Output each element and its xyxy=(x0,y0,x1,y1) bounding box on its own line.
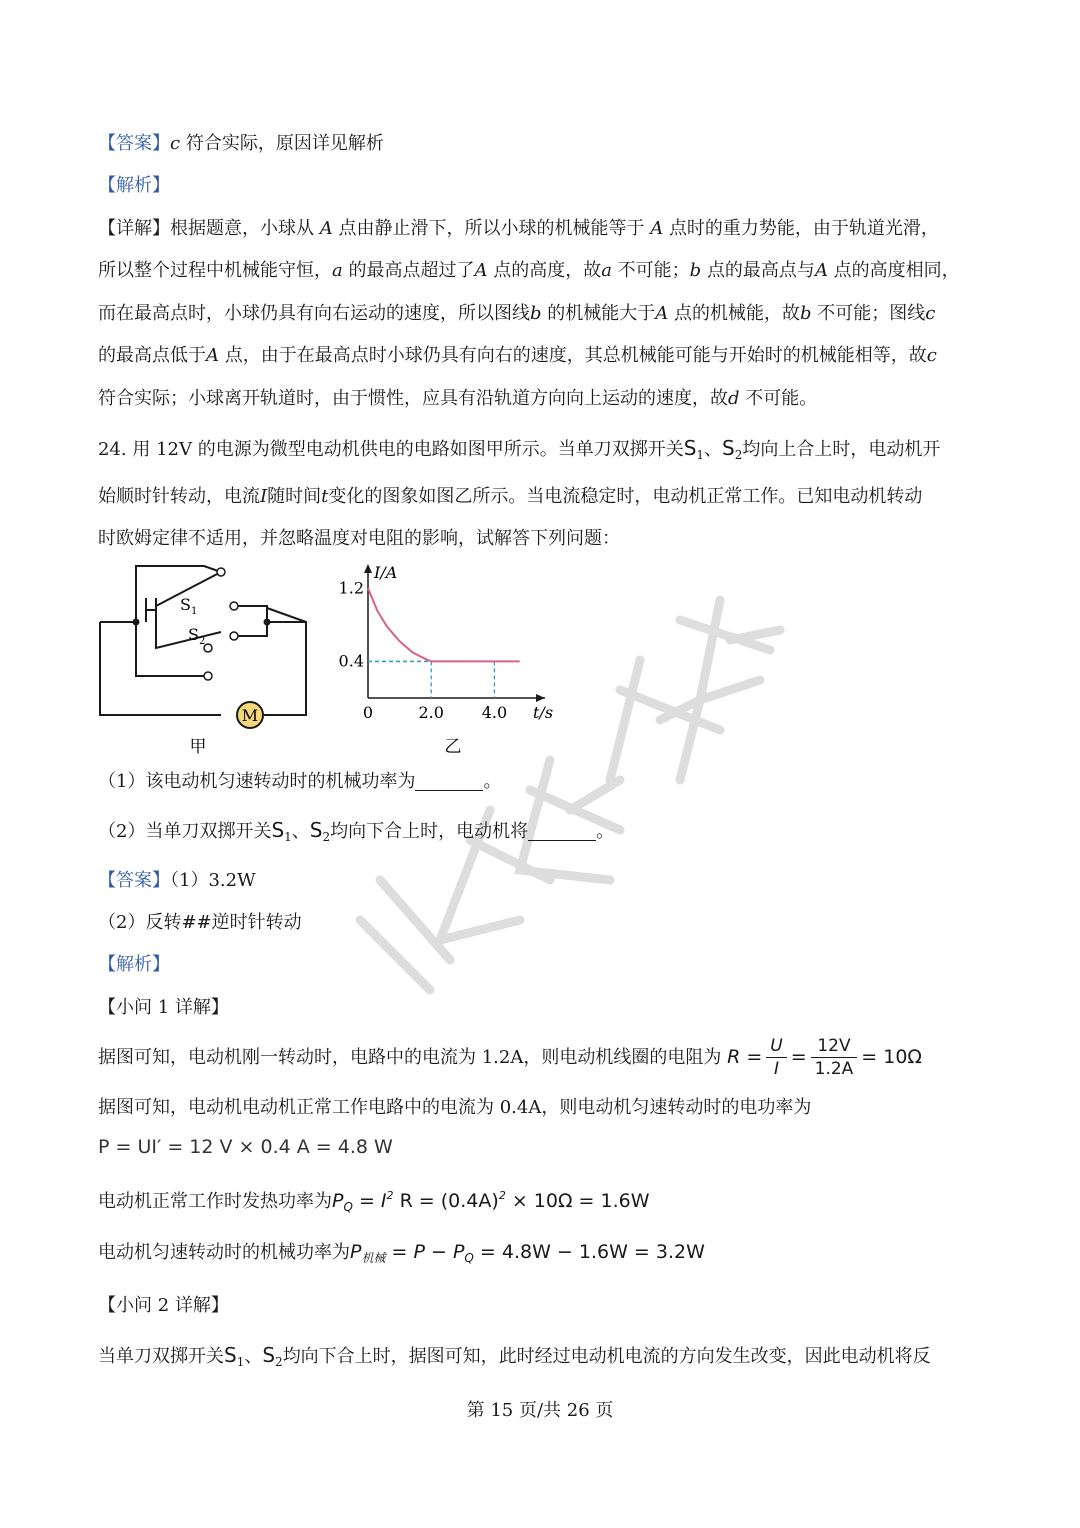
junction xyxy=(133,619,140,626)
s2-label: $S_2$ xyxy=(188,625,206,647)
resistance-formula: R = $\frac{U}{I}$ = $\frac{12V}{1.2A}$ = 10Ω xyxy=(727,1036,922,1079)
contact xyxy=(230,632,238,640)
answer-prev-line: 【答案】c 符合实际，原因详见解析 xyxy=(98,133,384,154)
series-line xyxy=(368,588,520,661)
sub-question-1: （1）该电动机匀速转动时的机械功率为 。 xyxy=(98,771,502,792)
answer-blank-2 xyxy=(528,822,596,841)
page-footer: 第 15 页/共 26 页 xyxy=(466,1400,614,1421)
contact xyxy=(217,568,225,576)
x-axis-label: t/s xyxy=(533,703,554,722)
y-tick-label: 1.2 xyxy=(338,578,364,598)
analysis24-tag: 【解析】 xyxy=(98,954,170,975)
answer-blank-1 xyxy=(415,772,483,791)
upper-contact-wire xyxy=(236,606,267,622)
detail1-tag: 【小问 1 详解】 xyxy=(98,997,229,1018)
q24-line-3: 时欧姆定律不适用，并忽略温度对电阻的影响，试解答下列问题： xyxy=(98,528,620,549)
detail2-line-1: 当单刀双掷开关$S_1$、$S_2$均向下合上时，据图可知，此时经过电动机电流的方向发生改变，因此电动机将反 xyxy=(98,1343,931,1369)
answer-tag: 【答案】 xyxy=(98,133,170,154)
current-time-chart xyxy=(330,560,570,760)
detail1-line-3: 电动机正常工作时发热功率为$P_Q = I^2$ $R = (0.4A)^2 \times 10\Omega = 1.6W$ xyxy=(98,1189,650,1214)
answer24-line-2: （2）反转##逆时针转动 xyxy=(98,912,302,933)
detail1-line-1: 据图可知，电动机刚一转动时，电路中的电流为 1.2A，则电动机线圈的电阻为 R = $\frac{U}{I}$ = $\frac{12V}{1.2A}$ = 10Ω xyxy=(98,1036,922,1079)
battery xyxy=(146,598,156,622)
detail1-line-2: 据图可知，电动机电动机正常工作电路中的电流为 0.4A，则电动机匀速转动时的电功率为 xyxy=(98,1097,812,1118)
y-axis-label: I/A xyxy=(374,563,398,582)
x-tick-label: 0 xyxy=(362,703,374,722)
y-tick-label: 0.4 xyxy=(338,651,364,671)
motor-label: M xyxy=(241,706,259,725)
power-formula: P = UI′ = 12 V × 0.4 A = 4.8 W xyxy=(98,1136,393,1158)
lower-contact-wire xyxy=(236,622,267,636)
detail-prev-line-3: 而在最高点时，小球仍具有向右运动的速度，所以图线b 的机械能大于A 点的机械能，故b 不可能；图线c xyxy=(98,303,936,324)
wire xyxy=(100,566,221,622)
sub-question-2: （2）当单刀双掷开关$S_1$、$S_2$均向下合上时，电动机将 。 xyxy=(98,818,615,844)
detail1-line-4: 电动机匀速转动时的机械功率为$P_{机械} = P - P_Q = 4.8W - 1.6W = 3.2W$ xyxy=(98,1241,705,1265)
contact xyxy=(204,672,212,680)
s1-label: $S_1$ xyxy=(180,595,198,617)
detail-prev-line-5: 符合实际；小球离开轨道时，由于惯性，应具有沿轨道方向向上运动的速度，故d 不可能。 xyxy=(98,388,818,409)
detail2-tag: 【小问 2 详解】 xyxy=(98,1295,229,1316)
detail-prev-line-2: 所以整个过程中机械能守恒，a 的最高点超过了A 点的高度，故a 不可能；b 点的最高点与A 点的高度相同， xyxy=(98,260,960,281)
circuit-diagram xyxy=(96,560,316,760)
x-tick-label: 2.0 xyxy=(418,703,444,722)
x-tick-label: 4.0 xyxy=(481,703,508,722)
circuit-caption: 甲 xyxy=(189,737,207,757)
analysis-prev-tag: 【解析】 xyxy=(98,175,170,196)
answer24-line-1: 【答案】（1）3.2W xyxy=(98,870,256,891)
x-axis-arrow xyxy=(536,694,545,702)
q24-line-1: 24. 用 12V 的电源为微型电动机供电的电路如图甲所示。当单刀双掷开关$S_1$、$S_2$均向上合上时，电动机开 xyxy=(98,436,941,462)
chart-caption: 乙 xyxy=(444,737,462,757)
detail-prev-line-1: 【详解】根据题意，小球从 A 点由静止滑下，所以小球的机械能等于 A 点时的重力势能，由于轨道光滑， xyxy=(98,218,939,239)
junction xyxy=(264,619,271,626)
contact xyxy=(230,602,238,610)
detail-prev-line-4: 的最高点低于A 点，由于在最高点时小球仍具有向右的速度，其总机械能可能与开始时的机械能相等，故c xyxy=(98,345,937,366)
q24-line-2: 始顺时针转动，电流I随时间t变化的图象如图乙所示。当电流稳定时，电动机正常工作。已知电动机转动 xyxy=(98,486,923,507)
y-axis-arrow xyxy=(364,564,372,573)
